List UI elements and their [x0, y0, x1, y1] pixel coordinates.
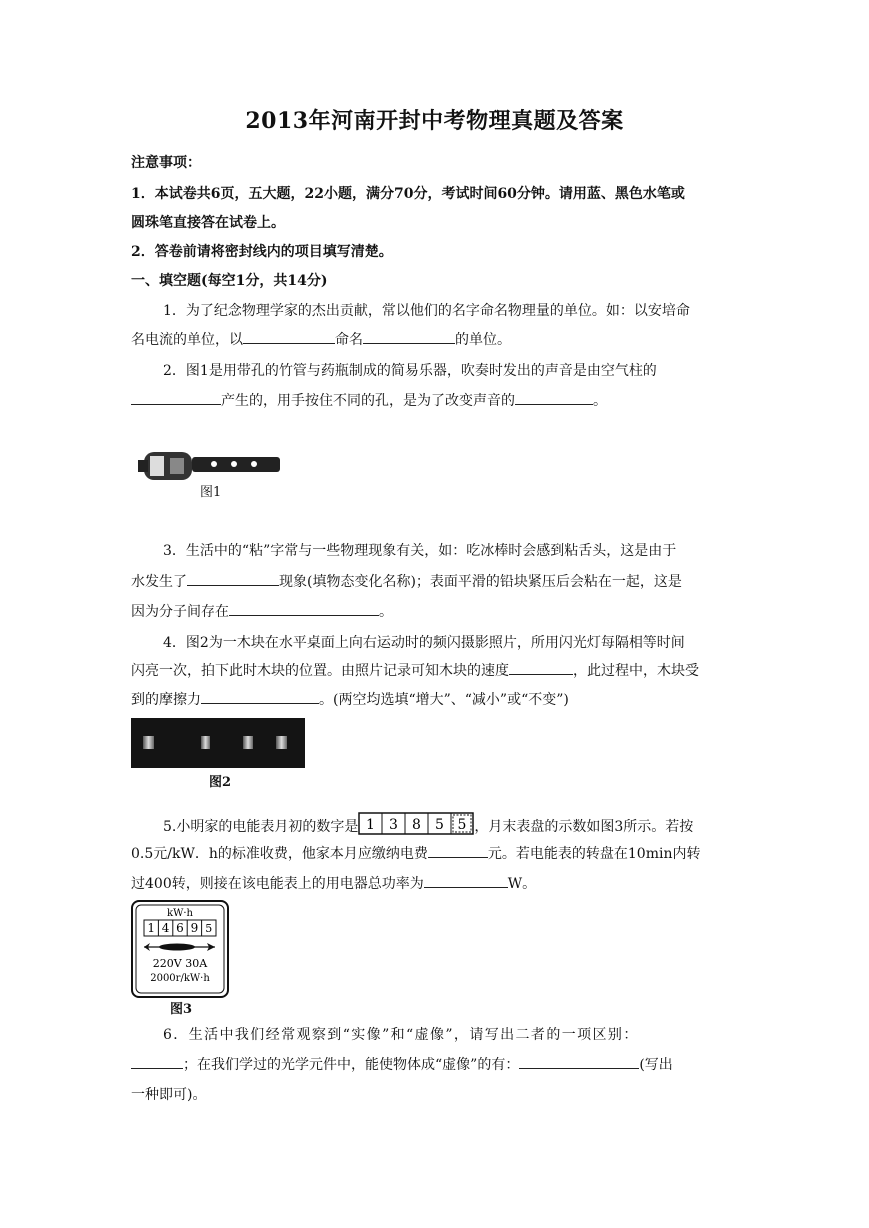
- figure-3-label: 图3: [170, 1002, 193, 1017]
- answer-blank-11[interactable]: [131, 1056, 183, 1069]
- meter-revolutions: 2000r/kW·h: [150, 973, 210, 984]
- figure-2-label: 图2: [209, 775, 232, 790]
- start-digit: 1: [366, 817, 376, 833]
- strobe-blocks: [131, 718, 305, 768]
- question-4-text-a: 闪亮一次，拍下此时木块的位置。由照片记录可知木块的速度: [131, 663, 509, 679]
- start-digit: 3: [389, 817, 399, 833]
- question-3-line-3: [131, 601, 393, 621]
- question-6-text-c: (写出: [639, 1057, 673, 1073]
- question-6-line-2: [131, 1054, 673, 1074]
- question-4-line-3: [131, 689, 569, 709]
- question-3-line-1: 3．生活中的“粘”字常与一些物理现象有关，如：吃冰棒时会感到粘舌头，这是由于: [163, 543, 677, 559]
- start-meter-reading: [358, 812, 474, 840]
- answer-blank-9[interactable]: [428, 845, 488, 858]
- meter-digit: 1: [147, 921, 156, 935]
- meter-digit: 9: [190, 921, 199, 935]
- question-5-text-e: 过400转，则接在该电能表上的用电器总功率为: [131, 876, 424, 892]
- question-1-text-a: 名电流的单位，以: [131, 332, 243, 348]
- question-2-text-b: 产生的，用手按住不同的孔，是为了改变声音的: [221, 393, 515, 409]
- question-1-text-b: 命名: [335, 332, 363, 348]
- meter-decimal-digit: 5: [205, 922, 213, 935]
- question-2-line-1: 2．图1是用带孔的竹管与药瓶制成的简易乐器，吹奏时发出的声音是由空气柱的: [163, 363, 657, 379]
- question-1-line-1: 1．为了纪念物理学家的杰出贡献，常以他们的名字命名物理量的单位。如：以安培命: [163, 303, 690, 319]
- answer-blank-3[interactable]: [131, 392, 221, 405]
- question-6-text-b: ；在我们学过的光学元件中，能使物体成“虚像”的有：: [183, 1057, 520, 1073]
- notice-item-1-line-1: 1．本试卷共6页，五大题，22小题，满分70分，考试时间60分钟。请用蓝、黑色水笔或: [131, 186, 685, 202]
- answer-blank-12[interactable]: [519, 1056, 639, 1069]
- notice-item-1-line-2: 圆珠笔直接答在试卷上。: [131, 215, 285, 231]
- notice-item-2: 2．答卷前请将密封线内的项目填写清楚。: [131, 244, 393, 260]
- answer-blank-10[interactable]: [424, 875, 508, 888]
- question-5-line-2: [131, 843, 700, 863]
- answer-blank-5[interactable]: [187, 573, 279, 586]
- question-5-text-f: W。: [507, 876, 537, 892]
- question-1-line-2: [131, 329, 511, 349]
- question-6-line-3: 一种即可)。: [131, 1087, 207, 1103]
- figure-1-label: 图1: [200, 485, 222, 500]
- question-2-text-c: 。: [593, 393, 607, 409]
- question-5-text-a: 5.小明家的电能表月初的数字是: [163, 819, 359, 835]
- start-digit: 5: [435, 817, 445, 833]
- question-5-text-c: 0.5元/kW．h的标准收费，他家本月应缴纳电费: [131, 846, 428, 862]
- section-fill-in-heading: 一、填空题(每空1分，共14分): [131, 273, 328, 289]
- question-5-text-b: ，月末表盘的示数如图3所示。若按: [474, 819, 694, 835]
- question-2-line-2: [131, 390, 607, 410]
- question-1-text-c: 的单位。: [455, 332, 511, 348]
- question-4-line-2: [131, 660, 699, 680]
- question-3-line-2: [131, 571, 682, 591]
- start-digit: 8: [412, 817, 422, 833]
- page-title: 2013年河南开封中考物理真题及答案: [245, 108, 624, 134]
- meter-digit: 4: [161, 921, 170, 935]
- answer-blank-2[interactable]: [363, 331, 455, 344]
- question-5-line-1: [163, 812, 693, 840]
- answer-blank-1[interactable]: [243, 331, 335, 344]
- meter-rating: 220V 30A: [152, 957, 208, 970]
- answer-blank-8[interactable]: [201, 691, 319, 704]
- start-decimal-digit: 5: [457, 817, 467, 833]
- meter-unit: kW·h: [167, 908, 193, 919]
- figure-3-energy-meter: [131, 900, 229, 998]
- question-4-text-b: ，此过程中，木块受: [573, 663, 699, 679]
- answer-blank-7[interactable]: [509, 662, 573, 675]
- question-5-text-d: 元。若电能表的转盘在10min内转: [487, 846, 701, 862]
- question-3-text-b: 现象(填物态变化名称)；表面平滑的铅块紧压后会粘在一起，这是: [279, 574, 682, 590]
- meter-digit: 6: [176, 921, 184, 935]
- answer-blank-4[interactable]: [515, 392, 593, 405]
- energy-meter-dial: [131, 900, 229, 998]
- question-3-text-a: 水发生了: [131, 574, 187, 590]
- question-3-text-c: 因为分子间存在: [131, 604, 229, 620]
- notice-heading: 注意事项：: [131, 155, 201, 171]
- question-5-line-3: [131, 873, 536, 893]
- question-4-text-c: 到的摩擦力: [131, 692, 201, 708]
- question-3-text-d: 。: [379, 604, 393, 620]
- answer-blank-6[interactable]: [229, 603, 379, 616]
- question-4-text-d: 。(两空均选填“增大”、“减小”或“不变”): [319, 692, 569, 708]
- question-4-line-1: 4．图2为一木块在水平桌面上向右运动时的频闪摄影照片，所用闪光灯每隔相等时间: [163, 635, 685, 651]
- question-6-line-1: 6．生活中我们经常观察到“实像”和“虚像”，请写出二者的一项区别：: [163, 1027, 639, 1043]
- figure-2-strobe-photo: [131, 718, 305, 768]
